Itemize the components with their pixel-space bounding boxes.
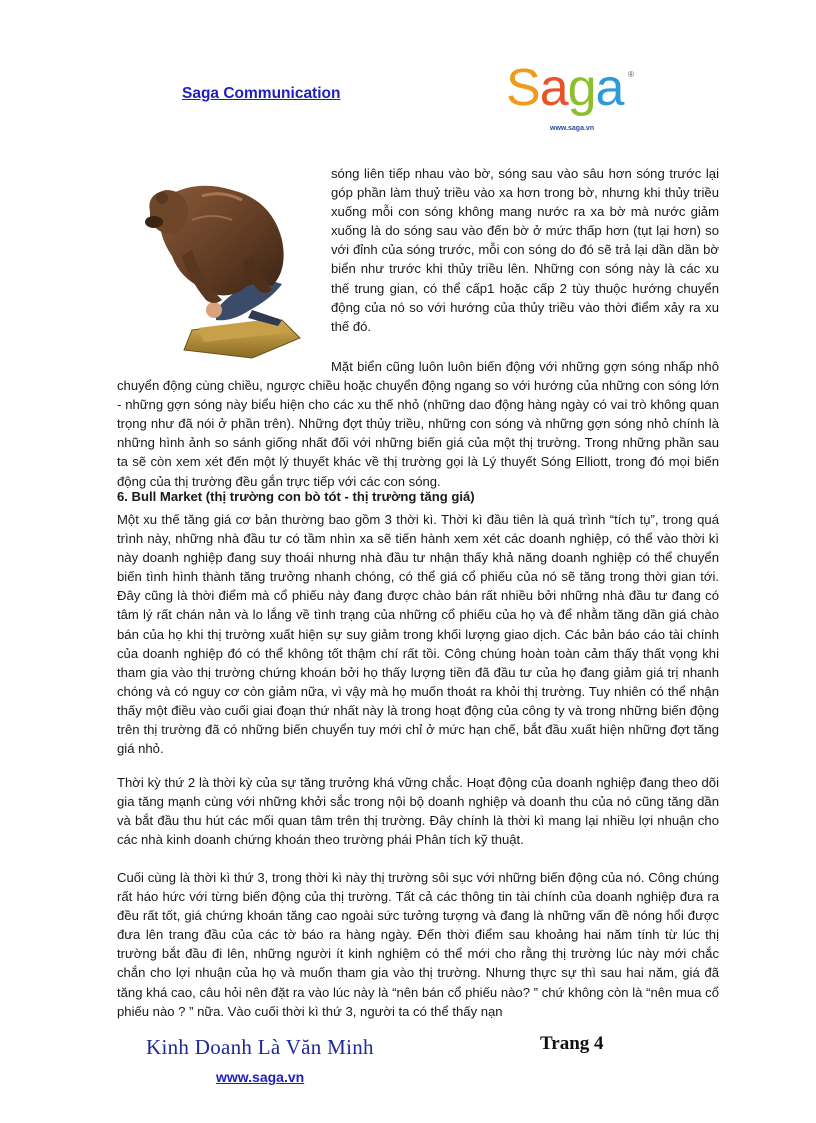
logo-letter-a: a — [539, 59, 568, 117]
page-number: Trang 4 — [540, 1033, 604, 1054]
bear-attack-figure-image — [132, 160, 328, 362]
paragraph-waves-continued: sóng liên tiếp nhau vào bờ, sóng sau vào sâu hơn sóng trước lại góp phần làm thuỷ triều vào xa hơn trong bờ, nhưng khi thủy triều xuống mỗi con sóng không mang nước ra xa bờ mà nước giảm xuống là do sóng sau vào đến bờ ở mức thấp hơn (tụt lại hơn) so với đỉnh của sóng trước, mỗi con sóng do đó sẽ trả lại dần dần bờ biển như trước khi thủy triều lên. Những con sóng này là các xu thế trung gian, có thể cấp1 hoặc cấp 2 tùy thuộc hướng chuyển động của nó so với hướng của thủy triều vào thời điểm xảy ra xu thế đó. — [331, 166, 719, 334]
logo-letter-s: S — [506, 59, 540, 117]
paragraph-ripples: Mặt biển cũng luôn luôn biến động với những gợn sóng nhấp nhô chuyển động cùng chiều, ngược chiều hoặc chuyển động ngang so với hướng của những con sóng lớn - những gợn sóng này biểu hiện cho các xu thế nhỏ (những dao động hàng ngày có vai trò không quan trọng như đã nói ở phần trên). Những đợt thủy triều, những con sóng và những gợn sóng nhỏ chính là những hình ảnh so sánh giống nhất đối với những biến giá của một thị trường. Trong những phần sau ta sẽ còn xem xét đến một lý thuyết khác về thị trường gọi là Lý thuyết Sóng Elliott, trong đó mọi biến động của thị trường đều gắn trực tiếp với các con sóng. — [117, 359, 719, 489]
logo-registered-mark: ® — [628, 70, 634, 79]
paragraph-bull-phase-2: Thời kỳ thứ 2 là thời kỳ của sự tăng trưởng khá vững chắc. Hoạt động của doanh nghiệp đang theo dõi gia tăng mạnh cùng với những khởi sắc trong nội bộ doanh nghiệp và doanh thu của nó cũng tăng dần và bắt đầu thu hút các mối quan tâm trên thị trường. Đây chính là thời kì mang lại nhiều lợi nhuận cho các nhà kinh doanh chứng khoán theo trường phái Phân tích kỹ thuật. — [117, 775, 719, 848]
paragraph-bull-phase-1: Một xu thế tăng giá cơ bản thường bao gồm 3 thời kì. Thời kì đầu tiên là quá trình “tích tụ”, trong quá trình này, những nhà đầu tư có tầm nhìn xa sẽ tiến hành xem xét các doanh nghiệp, có thể vào thời kì này doanh nghiệp đang suy thoái nhưng nhà đầu tư nhận thấy khả năng doanh nghiệp có thể chuyển biến tình hình thành tăng trưởng nhanh chóng, có thể giá cổ phiếu của nó sẽ tăng trong thời gian tới. Đây cũng là thời điểm mà cổ phiếu này đang được chào bán rất nhiều bởi những nhà đầu tư đang có tâm lý rất chán nản và lo lắng về tình trạng của những cổ phiếu của họ và để nhằm tăng dần giá chào bán của họ khi thị trường xuất hiện sự suy giảm trong khối lượng giao dịch. Các bản báo cáo tài chính của doanh nghiệp đó có thể không tốt thậm chí rất tồi. Công chúng hoàn toàn cảm thấy thất vọng khi tham gia vào thị trường chứng khoán bởi họ thấy lượng tiền đã đầu tư của họ đang giảm giá trị nhanh chóng và có nguy cơ còn giảm nữa, vì vậy mà họ muốn thoát ra khỏi thị trường. Tuy nhiên có thể nhận thấy một điều vào cuối giai đoạn thứ nhất này là trong hoạt động của công ty và trong những biến động trên thị trường đã có những biến chuyển tuy mới chỉ ở mức hạn chế, bắt đầu xuất hiện những đợt tăng giá nhỏ. — [117, 512, 719, 757]
logo-letter-a2: a — [595, 59, 624, 117]
footer-slogan: Kinh Doanh Là Văn Minh — [146, 1035, 374, 1059]
logo-url: www.saga.vn — [550, 125, 595, 132]
footer-website-link[interactable]: www.saga.vn — [216, 1069, 305, 1085]
saga-logo — [506, 59, 636, 140]
logo-wordmark — [506, 59, 636, 117]
header-company-link[interactable]: Saga Communication — [182, 85, 341, 102]
logo-letter-g: g — [567, 59, 596, 117]
paragraph-bull-phase-3: Cuối cùng là thời kì thứ 3, trong thời kì này thị trường sôi sục với những biến động của nó. Công chúng rất háo hức với từng biến động của thị trường. Tất cả các thông tin tài chính của doanh nghiệp đưa ra đều rất tốt, giá chứng khoán tăng cao ngoài sức tưởng tượng và đang là những vấn đề nóng hổi được đưa lên trang đầu của các tờ báo ra hàng ngày. Đến thời điểm sau khoảng hai năm tính từ lúc thị trường bắt đầu đi lên, những người ít kinh nghiệm có thể mới cho rằng thị trường lúc này mới chắc chắn cho lợi nhuận của họ và muốn tham gia vào thị trường. Nhưng thực sự thì sau hai năm, giá đã tăng khá cao, câu hỏi nên đặt ra vào lúc này là “nên bán cổ phiếu nào? ” chứ không còn là “nên mua cổ phiếu nào ? ” nữa. Vào cuối thời kì thứ 3, người ta có thể thấy nạn — [117, 870, 719, 1019]
section-heading-bull-market: 6. Bull Market (thị trường con bò tót - thị trường tăng giá) — [117, 489, 475, 504]
